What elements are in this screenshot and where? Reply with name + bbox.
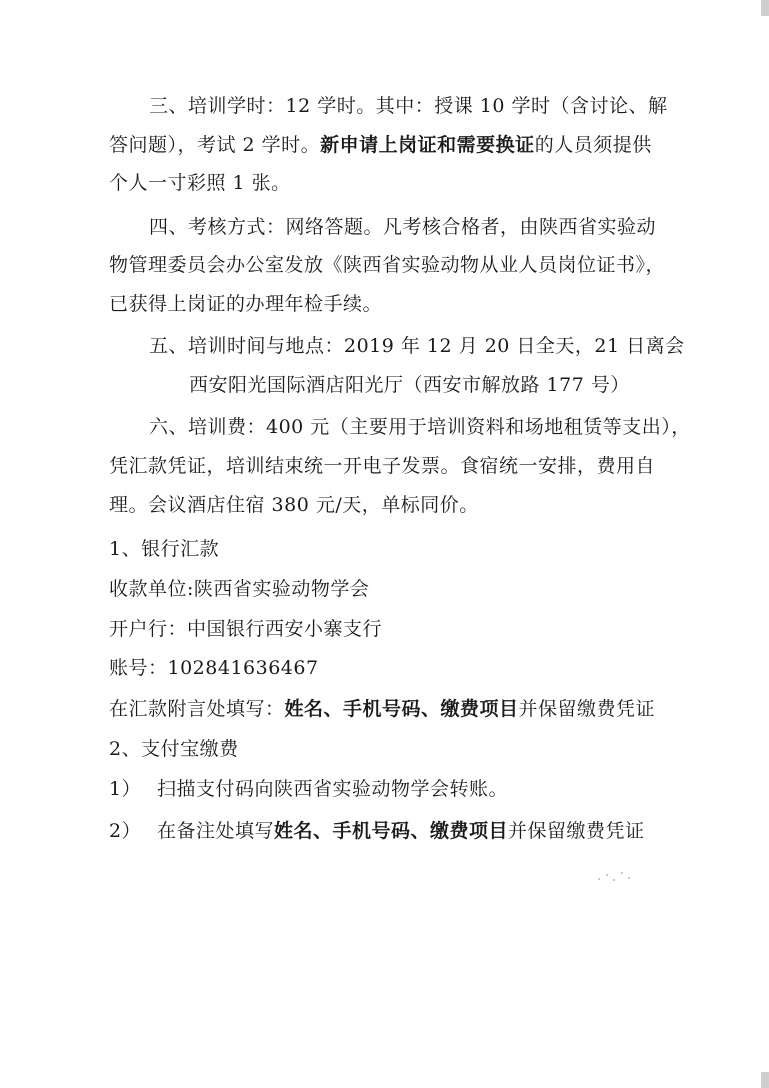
section6-line1-text: 六、培训费：400 元（主要用于培训资料和场地租赁等支出）， (149, 416, 691, 438)
bank-name-text: 开户行：中国银行西安小寨支行 (109, 618, 383, 640)
bank-note-suffix: 并保留缴费凭证 (518, 698, 656, 720)
section4-line1 (149, 215, 656, 239)
bank-heading-text: 1、银行汇款 (109, 538, 220, 560)
alipay-item-2-suffix: 并保留缴费凭证 (508, 820, 645, 842)
bank-heading (109, 537, 219, 561)
section3-line3 (109, 171, 291, 195)
section4-line2 (109, 253, 665, 277)
section5-line1 (149, 334, 685, 358)
section5-line2-text: 西安阳光国际酒店阳光厅（西安市解放路 177 号） (189, 374, 630, 396)
section5-line1-text: 五、培训时间与地点：2019 年 12 月 20 日全天，21 日离会 (149, 335, 685, 357)
alipay-heading-text: 2、支付宝缴费 (109, 738, 239, 760)
bank-note-bold: 姓名、手机号码、缴费项目 (284, 698, 519, 720)
alipay-item-2 (109, 819, 645, 843)
bank-account-text: 账号：102841636467 (109, 657, 319, 679)
bank-account (109, 656, 319, 680)
alipay-item-1-number: 1） (109, 778, 142, 800)
bank-payee-text: 收款单位:陕西省实验动物学会 (109, 578, 370, 600)
section4-line2-text: 物管理委员会办公室发放《陕西省实验动物从业人员岗位证书》， (109, 254, 666, 276)
section6-line2-text: 凭汇款凭证，培训结束统一开电子发票。食宿统一安排，费用自 (109, 455, 656, 477)
section3-line2 (109, 133, 652, 157)
alipay-heading (109, 737, 239, 761)
section6-line1 (149, 415, 691, 439)
section4-line1-text: 四、考核方式：网络答题。凡考核合格者，由陕西省实验动 (149, 216, 657, 238)
alipay-item-2-prefix: 在备注处填写 (157, 820, 275, 842)
section3-line2-tail: 的人员须提供 (534, 134, 652, 156)
section3-line1 (149, 94, 667, 118)
alipay-item-1-text: 扫描支付码向陕西省实验动物学会转账。 (157, 778, 509, 800)
scan-edge-bottom (761, 1072, 769, 1088)
section3-line3-text: 个人一寸彩照 1 张。 (109, 172, 291, 194)
scan-specks (596, 868, 636, 888)
alipay-item-2-number: 2） (109, 820, 142, 842)
alipay-item-1 (109, 777, 508, 801)
section6-line3 (109, 493, 479, 517)
section4-line3-text: 已获得上岗证的办理年检手续。 (109, 293, 383, 315)
bank-payee (109, 577, 369, 601)
bank-note-prefix: 在汇款附言处填写： (109, 698, 285, 720)
section5-line2 (189, 373, 630, 397)
section4-line3 (109, 292, 382, 316)
section6-line3-text: 理。会议酒店住宿 380 元/天，单标同价。 (109, 494, 479, 516)
alipay-item-2-bold: 姓名、手机号码、缴费项目 (274, 820, 509, 842)
section3-line2-text: 答问题），考试 2 学时。 (109, 134, 321, 156)
section3-bold-text: 新申请上岗证和需要换证 (320, 134, 535, 156)
bank-note (109, 697, 655, 721)
scan-edge-top (761, 0, 769, 16)
bank-name (109, 617, 382, 641)
section3-line1-text: 三、培训学时：12 学时。其中：授课 10 学时（含讨论、解 (149, 95, 668, 117)
section6-line2 (109, 454, 655, 478)
